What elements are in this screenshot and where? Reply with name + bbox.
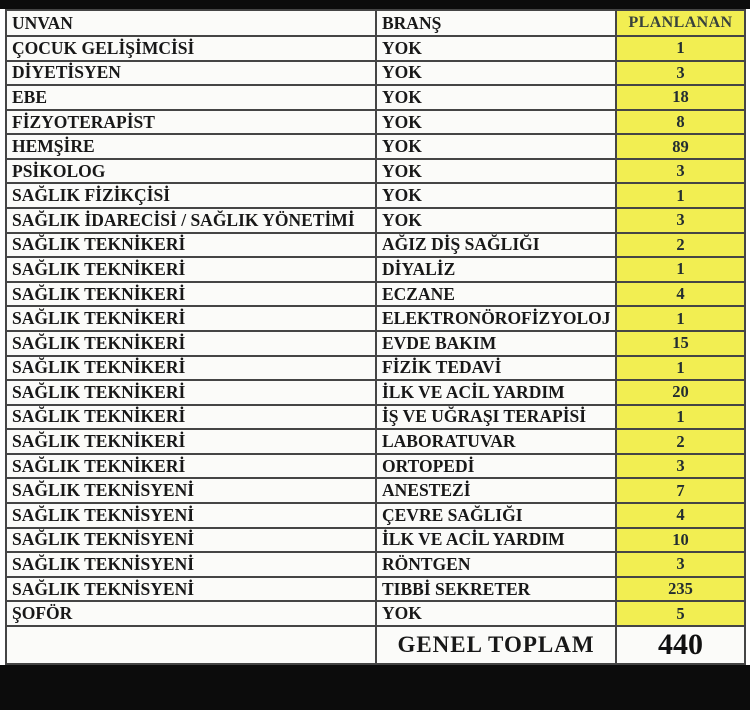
unvan-cell: SAĞLIK TEKNİKERİ: [7, 307, 377, 332]
brans-cell: YOK: [377, 135, 617, 160]
unvan-cell: SAĞLIK TEKNİKERİ: [7, 381, 377, 406]
unvan-cell: SAĞLIK TEKNİSYENİ: [7, 553, 377, 578]
unvan-cell: ÇOCUK GELİŞİMCİSİ: [7, 37, 377, 62]
planlanan-cell: 3: [617, 209, 744, 234]
unvan-cell: ŞOFÖR: [7, 602, 377, 627]
table-row: [7, 455, 744, 480]
table-row: [7, 160, 744, 185]
planlanan-cell: 1: [617, 307, 744, 332]
unvan-cell: HEMŞİRE: [7, 135, 377, 160]
planlanan-cell: 1: [617, 357, 744, 382]
unvan-cell: SAĞLIK TEKNİSYENİ: [7, 504, 377, 529]
table-row: [7, 381, 744, 406]
planlanan-cell: 1: [617, 406, 744, 431]
table-row: [7, 529, 744, 554]
brans-cell: RÖNTGEN: [377, 553, 617, 578]
unvan-cell: SAĞLIK TEKNİSYENİ: [7, 578, 377, 603]
planlanan-cell: 3: [617, 62, 744, 87]
table-row: [7, 578, 744, 603]
unvan-cell: SAĞLIK TEKNİKERİ: [7, 258, 377, 283]
total-empty-cell: [7, 627, 377, 663]
brans-cell: İLK VE ACİL YARDIM: [377, 381, 617, 406]
table-row: [7, 234, 744, 259]
brans-cell: LABORATUVAR: [377, 430, 617, 455]
brans-cell: FİZİK TEDAVİ: [377, 357, 617, 382]
planlanan-cell: 1: [617, 258, 744, 283]
staffing-table: [5, 9, 746, 665]
brans-cell: YOK: [377, 184, 617, 209]
unvan-cell: SAĞLIK TEKNİKERİ: [7, 406, 377, 431]
planlanan-cell: 8: [617, 111, 744, 136]
planlanan-cell: 15: [617, 332, 744, 357]
table-row: [7, 307, 744, 332]
brans-cell: YOK: [377, 86, 617, 111]
table-row: [7, 37, 744, 62]
table-row: [7, 602, 744, 627]
brans-cell: ÇEVRE SAĞLIĞI: [377, 504, 617, 529]
table-row: [7, 504, 744, 529]
brans-cell: ANESTEZİ: [377, 479, 617, 504]
brans-cell: YOK: [377, 209, 617, 234]
brans-cell: DİYALİZ: [377, 258, 617, 283]
planlanan-cell: 235: [617, 578, 744, 603]
table-row: [7, 258, 744, 283]
unvan-cell: DİYETİSYEN: [7, 62, 377, 87]
header-unvan: UNVAN: [7, 11, 377, 37]
planlanan-cell: 3: [617, 455, 744, 480]
brans-cell: AĞIZ DİŞ SAĞLIĞI: [377, 234, 617, 259]
unvan-cell: SAĞLIK TEKNİKERİ: [7, 332, 377, 357]
planlanan-cell: 2: [617, 234, 744, 259]
brans-cell: ORTOPEDİ: [377, 455, 617, 480]
total-row: [7, 627, 744, 663]
total-value: 440: [617, 627, 744, 663]
unvan-cell: SAĞLIK FİZİKÇİSİ: [7, 184, 377, 209]
brans-cell: İŞ VE UĞRAŞI TERAPİSİ: [377, 406, 617, 431]
unvan-cell: FİZYOTERAPİST: [7, 111, 377, 136]
brans-cell: YOK: [377, 37, 617, 62]
brans-cell: ECZANE: [377, 283, 617, 308]
planlanan-cell: 7: [617, 479, 744, 504]
table-row: [7, 553, 744, 578]
planlanan-cell: 3: [617, 553, 744, 578]
total-label: GENEL TOPLAM: [377, 627, 617, 663]
brans-cell: YOK: [377, 111, 617, 136]
table-row: [7, 332, 744, 357]
table-row: [7, 283, 744, 308]
header-planlanan: PLANLANAN: [617, 11, 744, 37]
table-row: [7, 209, 744, 234]
unvan-cell: SAĞLIK TEKNİKERİ: [7, 283, 377, 308]
unvan-cell: SAĞLIK TEKNİKERİ: [7, 455, 377, 480]
planlanan-cell: 5: [617, 602, 744, 627]
table-row: [7, 111, 744, 136]
unvan-cell: PSİKOLOG: [7, 160, 377, 185]
table-row: [7, 406, 744, 431]
table-row: [7, 62, 744, 87]
planlanan-cell: 18: [617, 86, 744, 111]
table-row: [7, 430, 744, 455]
bottom-black-bar: [0, 665, 750, 710]
table-row: [7, 184, 744, 209]
table-header-row: [7, 11, 744, 37]
unvan-cell: SAĞLIK İDARECİSİ / SAĞLIK YÖNETİMİ: [7, 209, 377, 234]
brans-cell: TIBBİ SEKRETER: [377, 578, 617, 603]
unvan-cell: SAĞLIK TEKNİKERİ: [7, 357, 377, 382]
planlanan-cell: 10: [617, 529, 744, 554]
brans-cell: EVDE BAKIM: [377, 332, 617, 357]
planlanan-cell: 1: [617, 37, 744, 62]
table-row: [7, 135, 744, 160]
brans-cell: YOK: [377, 62, 617, 87]
brans-cell: ELEKTRONÖROFİZYOLOJ: [377, 307, 617, 332]
unvan-cell: SAĞLIK TEKNİKERİ: [7, 430, 377, 455]
table-row: [7, 86, 744, 111]
brans-cell: YOK: [377, 602, 617, 627]
planlanan-cell: 1: [617, 184, 744, 209]
unvan-cell: SAĞLIK TEKNİKERİ: [7, 234, 377, 259]
unvan-cell: SAĞLIK TEKNİSYENİ: [7, 529, 377, 554]
planlanan-cell: 89: [617, 135, 744, 160]
brans-cell: YOK: [377, 160, 617, 185]
table-row: [7, 357, 744, 382]
planlanan-cell: 20: [617, 381, 744, 406]
planlanan-cell: 3: [617, 160, 744, 185]
table-body: [7, 37, 744, 627]
planlanan-cell: 4: [617, 283, 744, 308]
unvan-cell: SAĞLIK TEKNİSYENİ: [7, 479, 377, 504]
unvan-cell: EBE: [7, 86, 377, 111]
planlanan-cell: 2: [617, 430, 744, 455]
header-brans: BRANŞ: [377, 11, 617, 37]
planlanan-cell: 4: [617, 504, 744, 529]
top-black-bar: [0, 0, 750, 9]
brans-cell: İLK VE ACİL YARDIM: [377, 529, 617, 554]
table-row: [7, 479, 744, 504]
